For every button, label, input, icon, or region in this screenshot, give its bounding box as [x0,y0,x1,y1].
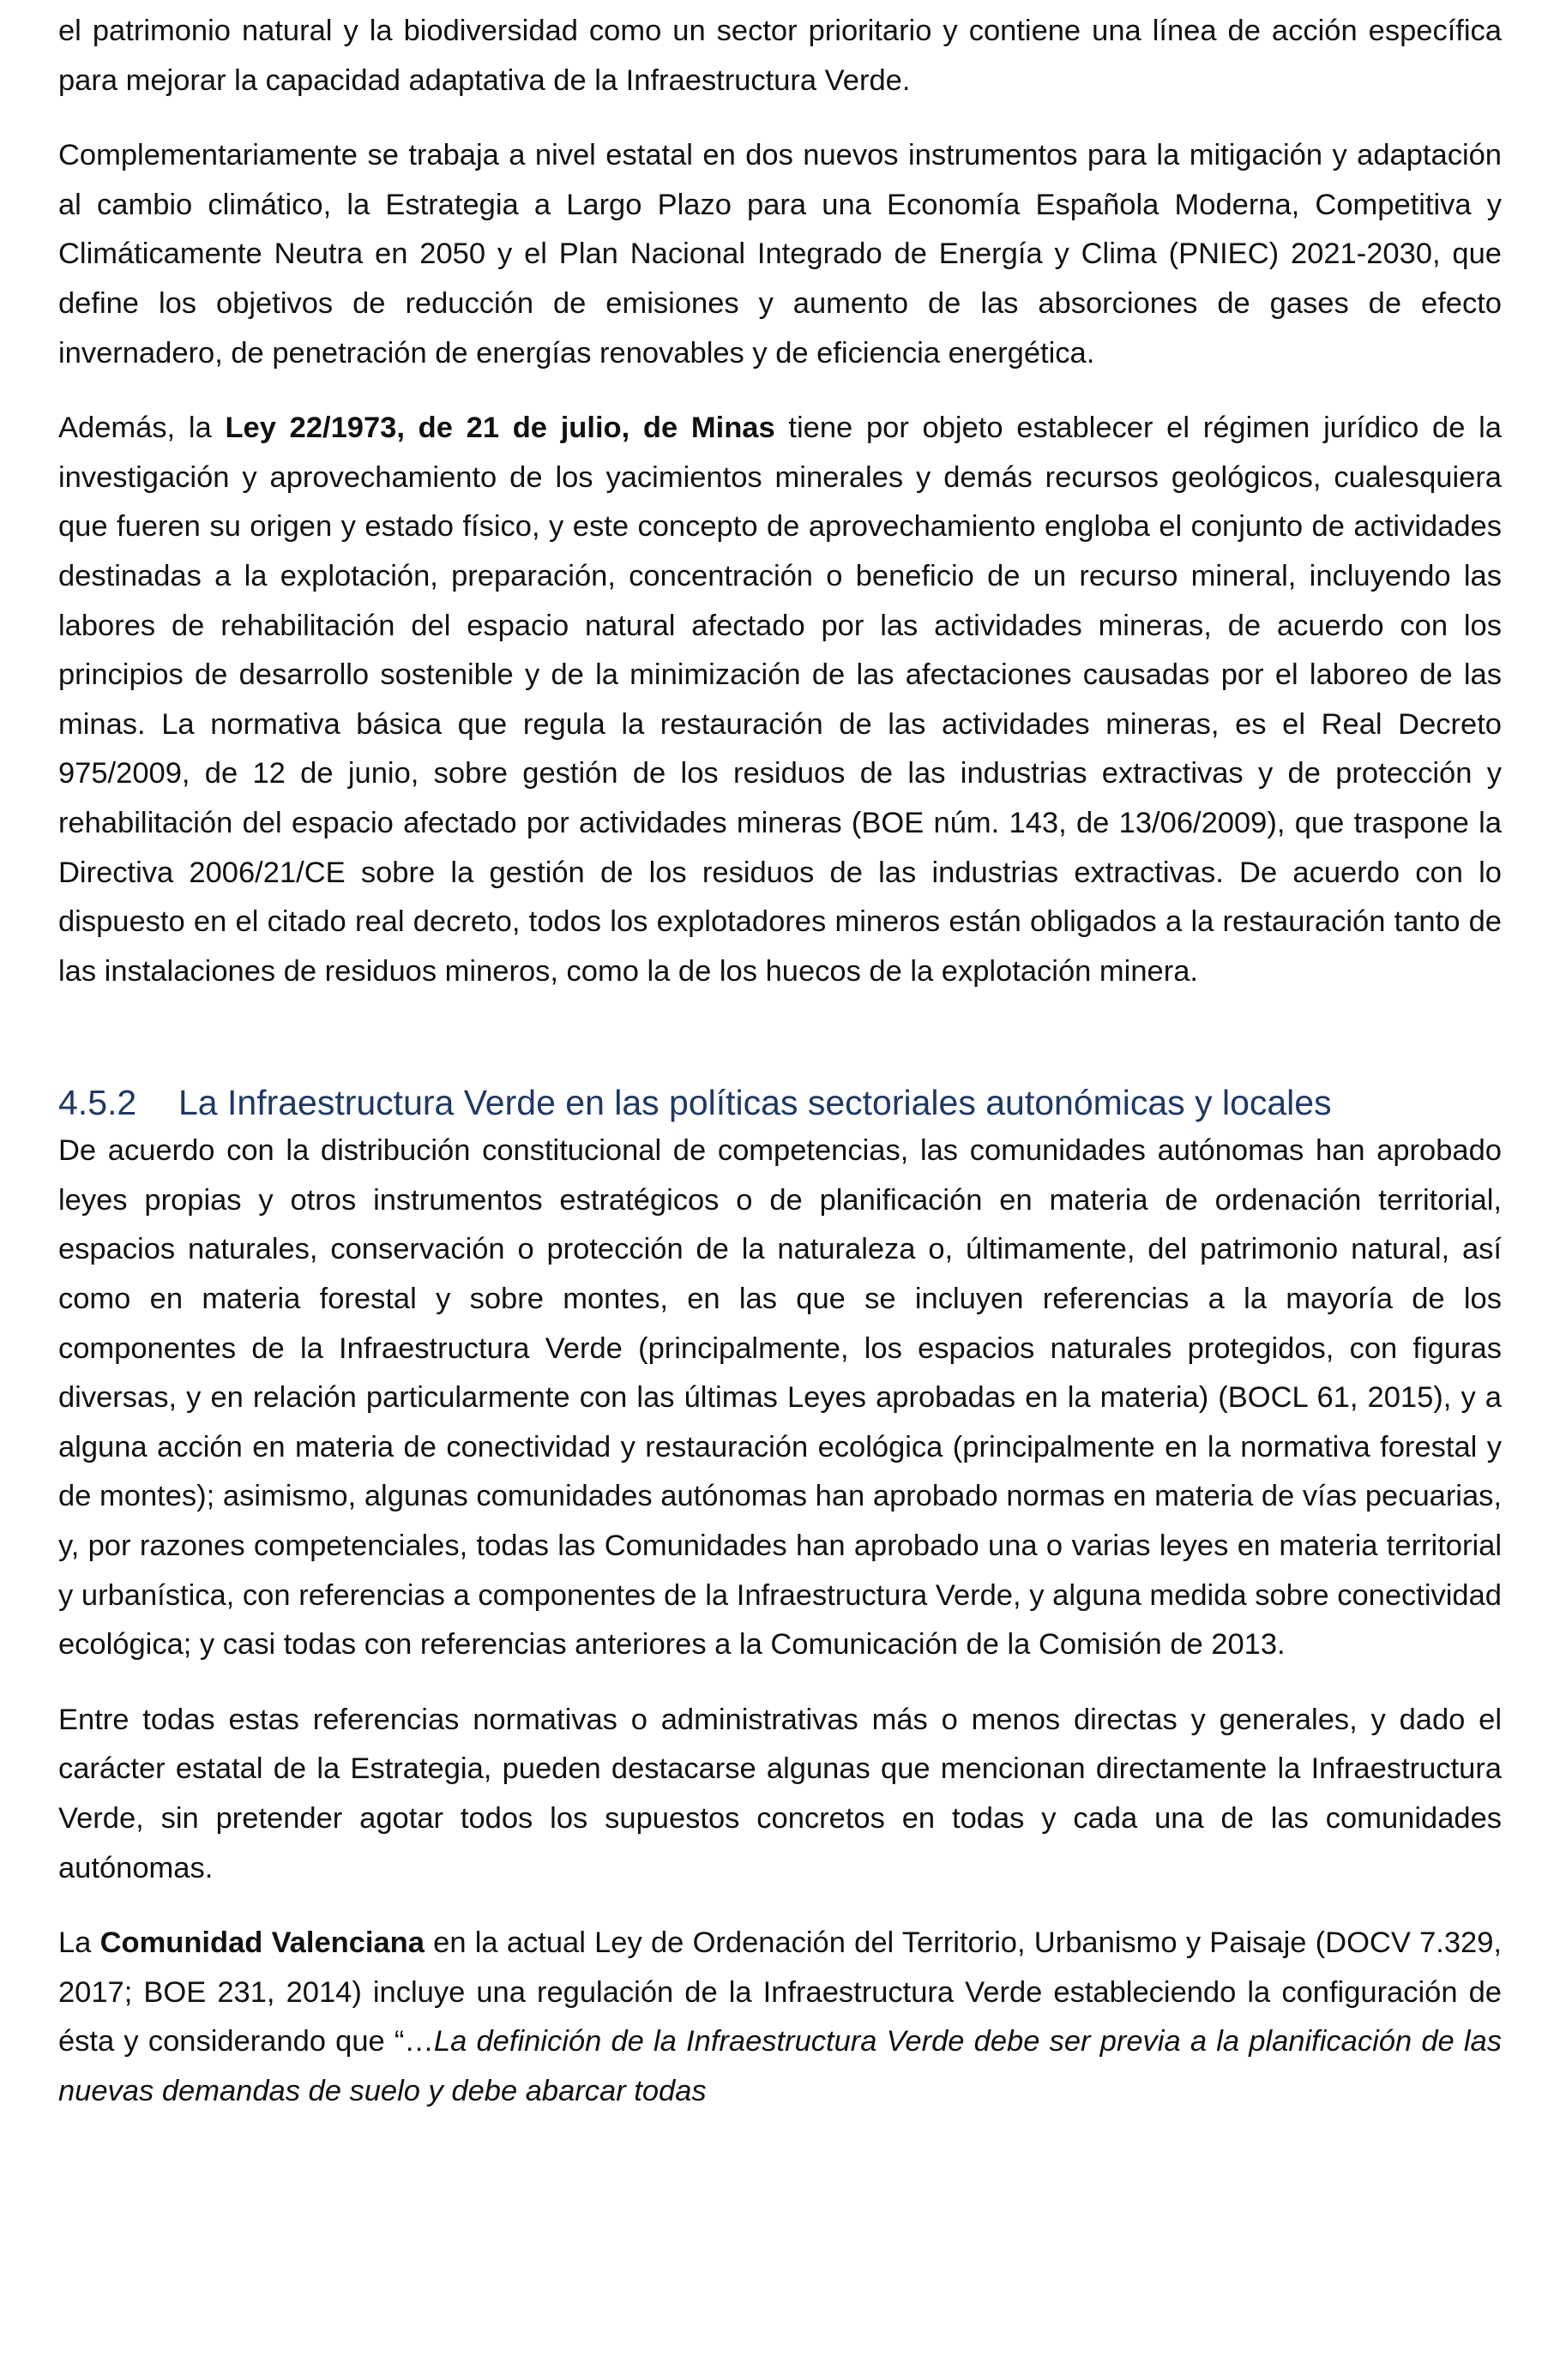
paragraph-3-intro: Además, la [58,412,226,445]
law-reference-minas: Ley 22/1973, de 21 de julio, de Minas [225,412,775,445]
paragraph-5 [58,1696,1502,1893]
document-page [58,0,1502,2117]
region-name-valenciana: Comunidad Valenciana [99,1926,425,1960]
paragraph-4 [58,1127,1502,1670]
section-title: La Infraestructura Verde en las políticas sectoriales autonómicas y locales [178,1083,1332,1123]
paragraph-3 [58,404,1502,996]
paragraph-6-intro: La [58,1926,100,1960]
paragraph-1-text: el patrimonio natural y la biodiversidad como un sector prioritario y contiene una línea de acción específica para mejorar la capacidad adaptativa de la Infraestructura Verde. [58,15,1502,97]
paragraph-2-text: Complementariamente se trabaja a nivel estatal en dos nuevos instrumentos para la mitigación y adaptación al cambio climático, la Estrategia a Largo Plazo para una Economía Española Moderna, Competitiva y Climáticamente Neutra en 2050 y el Plan Nacional Integrado de Energía y Clima (PNIEC) 2021-2030, que define los objetivos de reducción de emisiones y aumento de las absorciones de gases de efecto invernadero, de penetración de energías renovables y de eficiencia energética. [58,139,1502,370]
section-number: 4.5.2 [58,1083,137,1123]
paragraph-2 [58,131,1502,378]
quoted-text: La definición de la Infraestructura Verde debe ser previa a la planificación de las nuevas demandas de suelo y debe abarcar todas [58,2025,1502,2107]
paragraph-1 [58,0,1502,105]
paragraph-3-body: tiene por objeto establecer el régimen jurídico de la investigación y aprovechamiento de los yacimientos minerales y demás recursos geológicos, cualesquiera que fueren su origen y estado físico, y este concepto de aprovechamiento engloba el conjunto de actividades destinadas a la explotación, preparación, concentración o beneficio de un recurso mineral, incluyendo las labores de rehabilitación del espacio natural afectado por las actividades mineras, de acuerdo con los principios de desarrollo sostenible y de la minimización de las afectaciones causadas por el laboreo de las minas. La normativa básica que regula la restauración de las actividades mineras, es el Real Decreto 975/2009, de 12 de junio, sobre gestión de los residuos de las industrias extractivas y de protección y rehabilitación del espacio afectado por actividades mineras (BOE núm. 143, de 13/06/2009), que traspone la Directiva 2006/21/CE sobre la gestión de los residuos de las industrias extractivas. De acuerdo con lo dispuesto en el citado real decreto, todos los explotadores mineros están obligados a la restauración tanto de las instalaciones de residuos mineros, como la de los huecos de la explotación minera. [58,412,1502,988]
paragraph-6-body: en la actual Ley de Ordenación del Territorio, Urbanismo y Paisaje (DOCV 7.329, 2017; BOE 231, 2014) incluye una regulación de la Infraestructura Verde estableciendo la configuración de ésta y considerando que “… [58,1926,1502,2058]
paragraph-6 [58,1919,1502,2116]
section-heading [58,1079,1502,1127]
paragraph-4-text: De acuerdo con la distribución constitucional de competencias, las comunidades autónomas han aprobado leyes propias y otros instrumentos estratégicos o de planificación en materia de ordenación territorial, espacios naturales, conservación o protección de la naturaleza o, últimamente, del patrimonio natural, así como en materia forestal y sobre montes, en las que se incluyen referencias a la mayoría de los componentes de la Infraestructura Verde (principalmente, los espacios naturales protegidos, con figuras diversas, y en relación particularmente con las últimas Leyes aprobadas en la materia) (BOCL 61, 2015), y a alguna acción en materia de conectividad y restauración ecológica (principalmente en la normativa forestal y de montes); asimismo, algunas comunidades autónomas han aprobado normas en materia de vías pecuarias, y, por razones competenciales, todas las Comunidades han aprobado una o varias leyes en materia territorial y urbanística, con referencias a componentes de la Infraestructura Verde, y alguna medida sobre conectividad ecológica; y casi todas con referencias anteriores a la Comunicación de la Comisión de 2013. [58,1134,1502,1662]
paragraph-5-text: Entre todas estas referencias normativas o administrativas más o menos directas y generales, y dado el carácter estatal de la Estrategia, pueden destacarse algunas que mencionan directamente la Infraestructura Verde, sin pretender agotar todos los supuestos concretos en todas y cada una de las comunidades autónomas. [58,1703,1502,1884]
